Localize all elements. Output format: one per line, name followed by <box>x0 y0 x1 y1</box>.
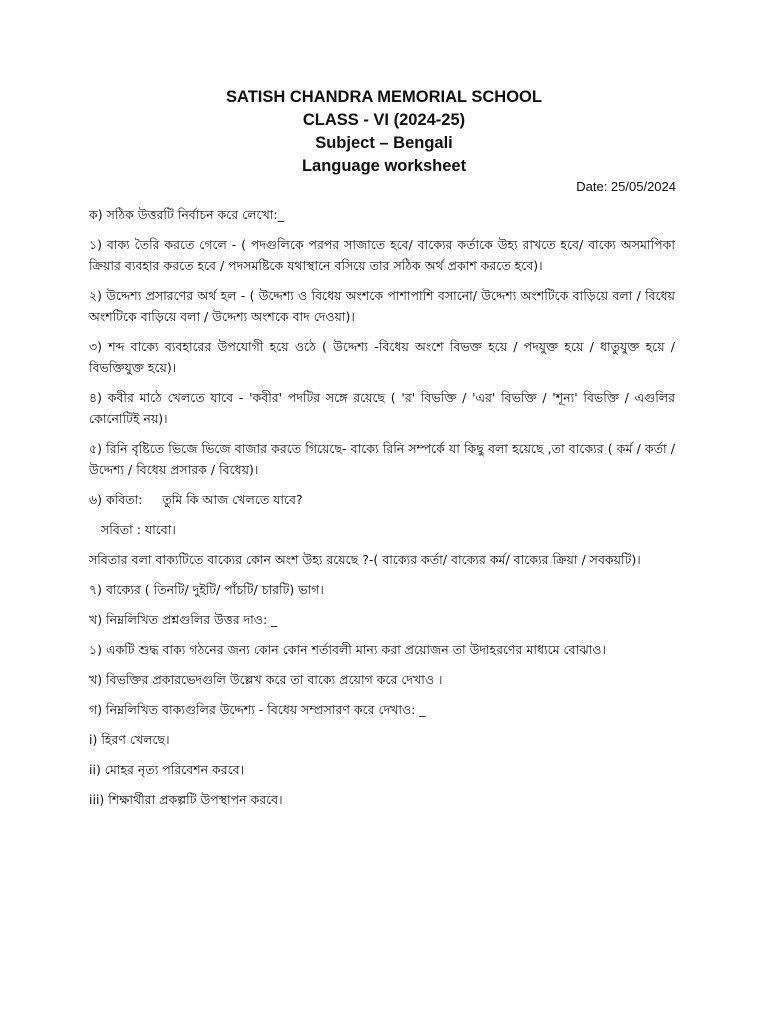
question-kha-1: ১) একটি শুদ্ধ বাক্য গঠনের জন্য কোন কোন শর্তাবলী মান্য করা প্রয়োজন তা উদাহরণের মাধ্যমে বোঝাও। <box>89 642 606 657</box>
subject-line: Subject – Bengali <box>315 134 453 152</box>
question-ka-3: ৩) শব্দ বাক্যে ব্যবহারের উপযোগী হয়ে ওঠে ( উদ্দেশ্য -বিধেয় অংশে বিভক্ত হয়ে / পদযুক্ত হয়ে / ধাতুযুক্ত হয়ে / বিভক্তিযুক্ত হয়ে)। <box>89 339 675 375</box>
section-kha-heading: খ) নিম্নলিখিত প্রশ্নগুলির উত্তর দাও: _ <box>89 612 278 627</box>
question-ka-6-line-3: সবিতার বলা বাক্যটিতে বাক্যের কোন অংশ উহ্য রয়েছে ?-( বাক্যের কর্তা/ বাক্যের কর্ম/ বাক্যের ক্রিয়া / সবকয়টি)। <box>89 552 641 567</box>
question-ka-4: ৪) কবীর মাঠে খেলতে যাবে - 'কবীর' পদটির সঙ্গে রয়েছে ( 'র' বিভক্তি / 'এর' বিভক্তি / 'শূন্য' বিভক্তি / এগুলির কোনোটিই নয়)। <box>89 390 675 426</box>
class-line: CLASS - VI (2024-25) <box>302 111 466 129</box>
school-name: SATISH CHANDRA MEMORIAL SCHOOL <box>226 88 542 106</box>
section-ga-item: i) হিরণ খেলছে। <box>89 732 170 747</box>
question-ka-5: ৫) রিনি বৃষ্টিতে ভিজে ভিজে বাজার করতে গিয়েছে- বাক্যে রিনি সম্পর্কে যা কিছু বলা হয়েছে ,তা বাক্যের ( কর্ম / কর্তা / উদ্দেশ্য / বিধেয় প্রসারক / বিধেয়)। <box>89 441 675 477</box>
question-ka-7: ৭) বাক্যের ( তিনটি/ দুইটি/ পাঁচটি/ চারটি) ভাগ। <box>89 582 324 597</box>
question-kha-2: খ) বিভক্তির প্রকারভেদগুলি উল্লেখ করে তা বাক্যে প্রয়োগ করে দেখাও । <box>89 672 443 687</box>
worksheet-body <box>89 204 675 819</box>
section-ga-heading: গ) নিম্নলিখিত বাক্যগুলির উদ্দেশ্য - বিধেয় সম্প্রসারণ করে দেখাও: _ <box>89 702 426 717</box>
worksheet-header <box>0 86 768 178</box>
question-ka-1: ১) বাক্য তৈরি করতে গেলে - ( পদগুলিকে পরপর সাজাতে হবে/ বাক্যের কর্তাকে উহ্য রাখতে হবে/ বাক্যে অসমাপিকা ক্রিয়ার ব্যবহার করতে হবে / পদসমষ্টিকে যথাস্থানে বসিয়ে তার সঠিক অর্থ প্রকাশ করতে হবে)। <box>89 237 675 273</box>
section-ga-item: iii) শিক্ষার্থীরা প্রকল্পটি উপস্থাপন করবে। <box>89 792 283 807</box>
question-ka-6-line-1: ৬) কবিতা: তুমি কি আজ খেলতে যাবে? <box>89 492 303 507</box>
section-ga-item: ii) মোহর নৃত্য পরিবেশন করবে। <box>89 762 245 777</box>
question-ka-6-line-2: সবিতা : যাবো। <box>101 522 176 537</box>
worksheet-date: Date: 25/05/2024 <box>576 179 676 194</box>
question-ka-2: ২) উদ্দেশ্য প্রসারণের অর্থ হল - ( উদ্দেশ্য ও বিধেয় অংশকে পাশাপাশি বসানো/ উদ্দেশ্য অংশটিকে বাড়িয়ে বলা / বিধেয় অংশটিকে বাড়িয়ে বলা / উদ্দেশ্য অংশকে বাদ দেওয়া)। <box>89 288 675 324</box>
worksheet-title: Language worksheet <box>301 157 467 175</box>
section-ka-heading: ক) সঠিক উত্তরটি নির্বাচন করে লেখো:_ <box>89 207 284 222</box>
